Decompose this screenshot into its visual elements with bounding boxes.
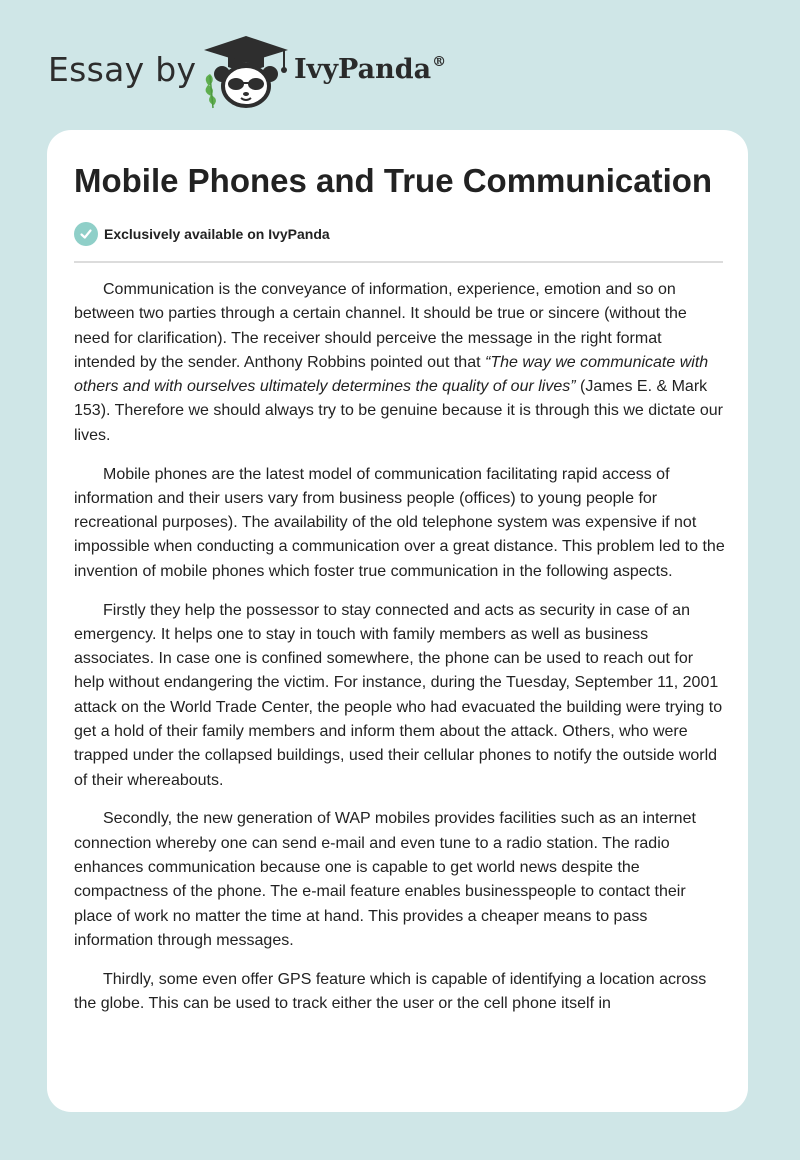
paragraph	[74, 278, 726, 448]
badge-label: Exclusively available on IvyPanda	[104, 226, 330, 242]
brand-text: IvyPanda	[294, 54, 432, 85]
essay-body	[74, 278, 726, 1031]
exclusive-badge	[74, 221, 330, 247]
registered-mark: ®	[432, 54, 447, 70]
essay-by-label: Essay by	[48, 50, 197, 89]
panda-graduate-logo[interactable]	[200, 34, 292, 110]
essay-card	[47, 130, 748, 1112]
quote-text: “The way we communicate with others and with ourselves ultimately determines the quality of our lives”	[74, 353, 709, 396]
page-title: Mobile Phones and True Communication	[74, 162, 713, 199]
paragraph	[74, 599, 726, 793]
site-header	[0, 0, 800, 130]
paragraph-text: Firstly they help the possessor to stay connected and acts as security in case of an emergency. It helps one to stay in touch with family members as well as business associates. In case one is confined somewhere, the phone can be used to reach out for help without endangering the victim. For instance, during the Tuesday, September 11, 2001 attack on the World Trade Center, the people who had evacuated the building were trying to get a hold of their family members and inform them about the attack. Others, who were trapped under the collapsed buildings, used their cellular phones to notify the outside world of their whereabouts.	[74, 601, 723, 789]
title-divider	[74, 261, 723, 263]
paragraph-text: Secondly, the new generation of WAP mobiles provides facilities such as an internet connection whereby one can send e-mail and even tune to a radio station. The radio enhances communication because one is capable to get world news despite the compactness of the phone. The e-mail feature enables businesspeople to contact their place of work no matter the time at hand. This provides a cheaper means to pass information through messages.	[74, 810, 696, 949]
brand-name[interactable]	[294, 54, 446, 85]
paragraph-text: Communication is the conveyance of information, experience, emotion and so on between two parties through a certain channel. It should be true or sincere (without the need for clarification). The receiver should perceive the message in the right format intended by the sender. Anthony Robbins pointed out that	[74, 281, 687, 371]
check-circle-icon	[74, 222, 98, 246]
paragraph-text: Mobile phones are the latest model of communication facilitating rapid access of information and their users vary from business people (offices) to young people for recreational purposes). The availability of the old telephone system was expensive if not impossible when conducting a communication over a great distance. This problem led to the invention of mobile phones which foster true communication in the following aspects.	[74, 465, 725, 580]
paragraph	[74, 807, 726, 953]
paragraph-text-after: (James E. & Mark 153). Therefore we should always try to be genuine because it is through this we dictate our lives.	[74, 378, 723, 444]
paragraph	[74, 968, 726, 1017]
paragraph-text: Thirdly, some even offer GPS feature which is capable of identifying a location across the globe. This can be used to track either the user or the cell phone itself in	[74, 970, 707, 1013]
paragraph	[74, 463, 726, 584]
